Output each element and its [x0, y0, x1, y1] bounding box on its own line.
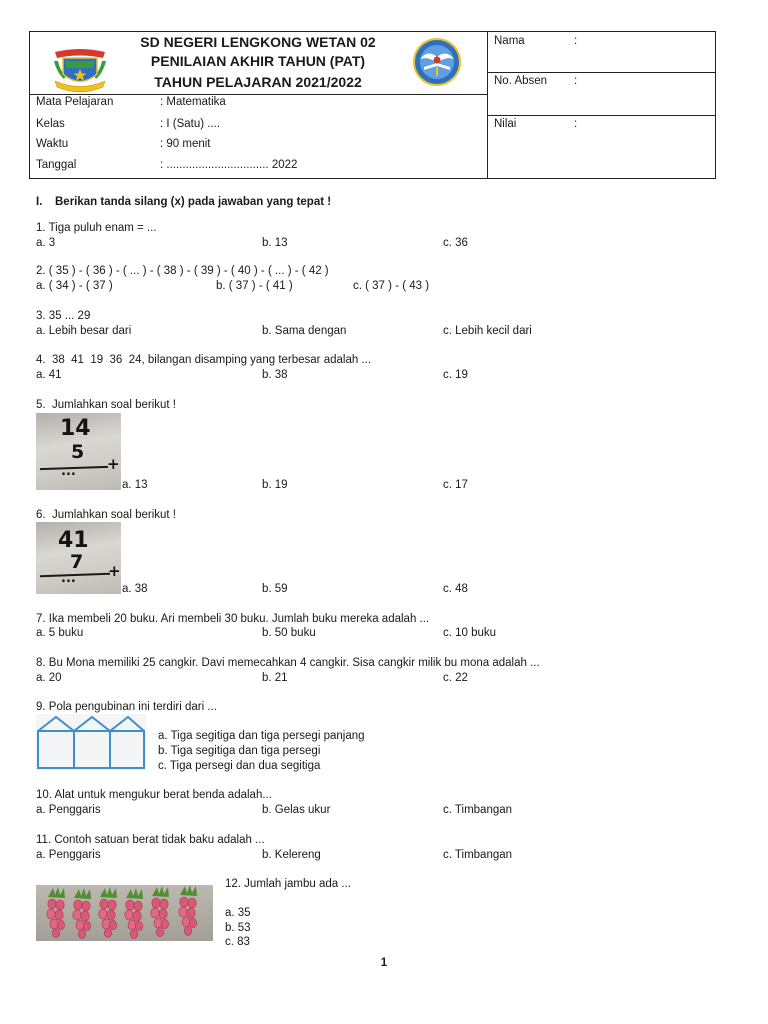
addend-top: 41: [58, 528, 89, 553]
question-6-option-a: a. 38: [122, 583, 148, 595]
question-5-option-b: b. 19: [262, 479, 288, 491]
question-10-option-a: a. Penggaris: [36, 804, 101, 816]
question-9-option-a: a. Tiga segitiga dan tiga persegi panjang: [158, 730, 365, 742]
question-7-text: 7. Ika membeli 20 buku. Ari membeli 30 buku. Jumlah buku mereka adalah ...: [36, 613, 430, 625]
plus-sign: +: [107, 455, 120, 473]
score-separator: :: [574, 118, 578, 130]
question-8-option-a: a. 20: [36, 672, 62, 684]
question-6-addition-photo: [36, 522, 121, 594]
question-7-option-c: c. 10 buku: [443, 627, 497, 639]
question-11-option-b: b. Kelereng: [262, 849, 321, 861]
question-12-option-b: b. 53: [225, 922, 251, 934]
question-12-option-a: a. 35: [225, 907, 251, 919]
question-10-option-b: b. Gelas ukur: [262, 804, 331, 816]
question-9-option-b: b. Tiga segitiga dan tiga persegi: [158, 745, 321, 757]
school-name: SD NEGERI LENGKONG WETAN 02: [140, 34, 376, 50]
academic-year: TAHUN PELAJARAN 2021/2022: [154, 74, 362, 90]
student-field-divider: [487, 115, 716, 116]
question-4-text: 4. 38 41 19 36 24, bilangan disamping yang terbesar adalah ...: [36, 354, 372, 366]
exam-name: PENILAIAN AKHIR TAHUN (PAT): [150, 53, 366, 69]
question-11-option-c: c. Timbangan: [443, 849, 513, 861]
question-1-text: 1. Tiga puluh enam = ...: [36, 222, 157, 234]
question-3-text: 3. 35 ... 29: [36, 310, 91, 322]
question-8-option-b: b. 21: [262, 672, 288, 684]
question-12-text: 12. Jumlah jambu ada ...: [225, 878, 351, 890]
question-6-text: 6. Jumlahkan soal berikut !: [36, 509, 176, 521]
question-6-option-b: b. 59: [262, 583, 288, 595]
question-2-text: 2. ( 35 ) - ( 36 ) - ( ... ) - ( 38 ) - ( 39 ) - ( 40 ) - ( ... ) - ( 42 ): [36, 265, 329, 277]
question-8-option-c: c. 22: [443, 672, 468, 684]
question-4-option-c: c. 19: [443, 369, 468, 381]
question-2-option-b: b. ( 37 ) - ( 41 ): [216, 280, 293, 292]
info-label-subject: Mata Pelajaran: [36, 96, 114, 108]
question-5-option-a: a. 13: [122, 479, 148, 491]
header-column-divider: [487, 31, 488, 179]
question-3-option-b: b. Sama dengan: [262, 325, 347, 337]
student-name-label: Nama: [494, 35, 525, 47]
question-5-option-c: c. 17: [443, 479, 468, 491]
question-9-text: 9. Pola pengubinan ini terdiri dari ...: [36, 701, 217, 713]
info-value-subject: : Matematika: [160, 96, 226, 108]
info-label-time: Waktu: [36, 138, 69, 150]
question-9-option-c: c. Tiga persegi dan dua segitiga: [158, 760, 321, 772]
addend-bottom: 5: [71, 441, 85, 463]
question-7-option-b: b. 50 buku: [262, 627, 316, 639]
question-10-option-c: c. Timbangan: [443, 804, 513, 816]
student-field-divider: [487, 72, 716, 73]
sum-blank: ...: [61, 571, 76, 586]
info-value-class: : I (Satu) ....: [160, 118, 221, 130]
question-5-addition-photo: [36, 413, 121, 490]
question-6-option-c: c. 48: [443, 583, 468, 595]
info-value-date: : ................................ 2022: [160, 159, 298, 171]
question-11-option-a: a. Penggaris: [36, 849, 101, 861]
info-value-time: : 90 menit: [160, 138, 211, 150]
student-name-separator: :: [574, 35, 578, 47]
question-12-option-c: c. 83: [225, 936, 250, 948]
question-4-option-a: a. 41: [36, 369, 62, 381]
page-number: 1: [380, 957, 388, 969]
question-4-option-b: b. 38: [262, 369, 288, 381]
question-1-option-b: b. 13: [262, 237, 288, 249]
question-3-option-c: c. Lebih kecil dari: [443, 325, 532, 337]
question-8-text: 8. Bu Mona memiliki 25 cangkir. Davi memecahkan 4 cangkir. Sisa cangkir milik bu mona adalah ...: [36, 657, 540, 669]
info-label-class: Kelas: [36, 118, 65, 130]
question-5-text: 5. Jumlahkan soal berikut !: [36, 399, 176, 411]
score-label: Nilai: [494, 118, 517, 130]
addend-top: 14: [60, 416, 91, 441]
question-1-option-a: a. 3: [36, 237, 56, 249]
student-number-separator: :: [574, 75, 578, 87]
info-label-date: Tanggal: [36, 159, 77, 171]
question-10-text: 10. Alat untuk mengukur berat benda adalah...: [36, 789, 272, 801]
question-3-option-a: a. Lebih besar dari: [36, 325, 132, 337]
question-2-option-a: a. ( 34 ) - ( 37 ): [36, 280, 113, 292]
guava-photo: [36, 885, 213, 941]
student-number-label: No. Absen: [494, 75, 548, 87]
question-2-option-c: c. ( 37 ) - ( 43 ): [353, 280, 430, 292]
plus-sign: +: [108, 562, 121, 580]
section-number: I.: [36, 196, 43, 208]
tiling-pattern-figure: [36, 714, 146, 770]
sum-blank: ...: [61, 464, 76, 479]
question-11-text: 11. Contoh satuan berat tidak baku adalah ...: [36, 834, 265, 846]
addend-bottom: 7: [70, 551, 84, 573]
question-1-option-c: c. 36: [443, 237, 468, 249]
question-7-option-a: a. 5 buku: [36, 627, 84, 639]
section-instruction: Berikan tanda silang (x) pada jawaban yang tepat !: [55, 196, 332, 208]
